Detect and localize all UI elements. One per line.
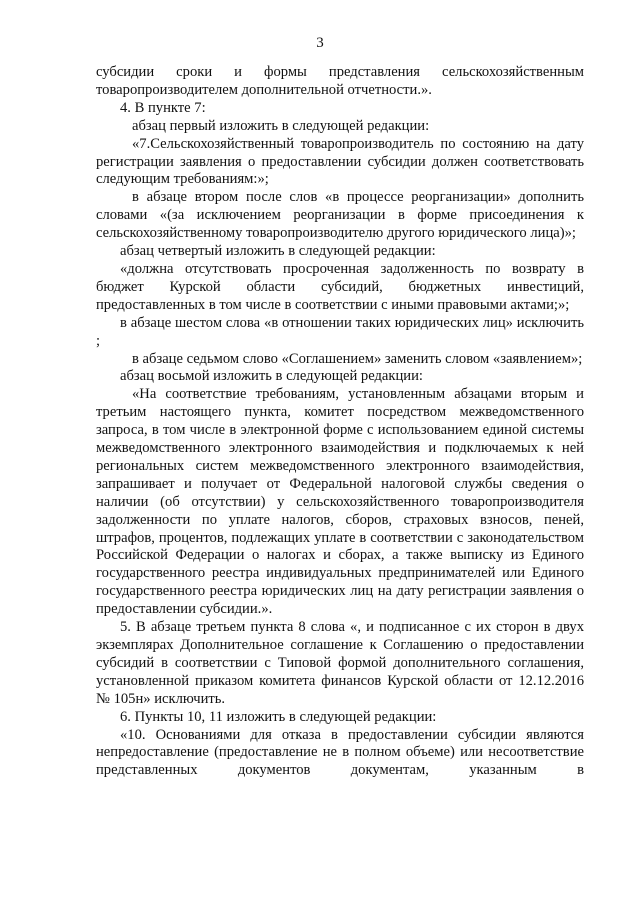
document-body — [96, 64, 584, 780]
paragraph-amend-eighth-abzac: абзац восьмой изложить в следующей редакции: — [120, 368, 423, 385]
paragraph-item-6: 6. Пункты 10, 11 изложить в следующей редакции: — [120, 708, 437, 725]
paragraph-amend-first-abzac: абзац первый изложить в следующей редакции: — [132, 117, 430, 134]
paragraph-item-5: 5. В абзаце третьем пункта 8 слова «, и подписанное с их сторон в двух экземплярах Дополнительное соглашение к Соглашению о предоставлении субсидий в соответствии с Типовой формой дополнительного соглашения, установленной приказом комитета финансов Курской области от 12.12.2016 № 105н» исключить. — [96, 619, 584, 707]
paragraph-seventh-abzac: в абзаце седьмом слово «Соглашением» заменить словом «заявлением»; — [132, 350, 583, 367]
paragraph-quote-debt: «должна отсутствовать просроченная задолженность по возврату в бюджет Курской области субсидий, бюджетных инвестиций, предоставленных в том числе в соответствии с иными правовыми актами;»; — [96, 260, 584, 313]
paragraph-continuation: субсидии сроки и формы представления сельскохозяйственным товаропроизводителем дополнительной отчетности.». — [96, 64, 584, 98]
paragraph-sixth-abzac: в абзаце шестом слова «в отношении таких юридических лиц» исключить ; — [96, 314, 584, 349]
page-number: 3 — [316, 35, 324, 51]
paragraph-second-abzac: в абзаце втором после слов «в процессе реорганизации» дополнить словами «(за исключением реорганизации в форме присоединения к сельскохозяйственному товаропроизводителю другого юридического лица)»; — [96, 189, 584, 242]
paragraph-amend-fourth-abzac: абзац четвертый изложить в следующей редакции: — [120, 243, 436, 260]
paragraph-quote-item-10: «10. Основаниями для отказа в предоставлении субсидии являются непредоставление (предоставление не в полном объеме) или несоответствие представленных документов документам, указанным в — [96, 726, 584, 779]
paragraph-quote-requirements: «На соответствие требованиям, установленным абзацами вторым и третьим настоящего пункта, комитет посредством межведомственного запроса, в том числе в электронной форме с использованием единой системы межведомственного электронного взаимодействия и подключаемых к ней региональных систем межведомственного электронного взаимодействия, запрашивает и получает от Федеральной налоговой службы сведения о наличии (об отсутствии) у сельскохозяйственного товаропроизводителя задолженности по уплате налогов, сборов, страховых взносов, пеней, штрафов, процентов, подлежащих уплате в соответствии с законодательством Российской Федерации о налогах и сборах, а также выписку из Единого государственного реестра индивидуальных предпринимателей или Единого государственного реестра юридических лиц на дату регистрации заявления о предоставлении субсидии.». — [96, 386, 584, 618]
paragraph-quote-item-7: «7.Сельскохозяйственный товаропроизводитель по состоянию на дату регистрации заявления о предоставлении субсидии должен соответствовать следующим требованиям:»; — [96, 135, 584, 188]
paragraph-item-4: 4. В пункте 7: — [120, 99, 206, 116]
